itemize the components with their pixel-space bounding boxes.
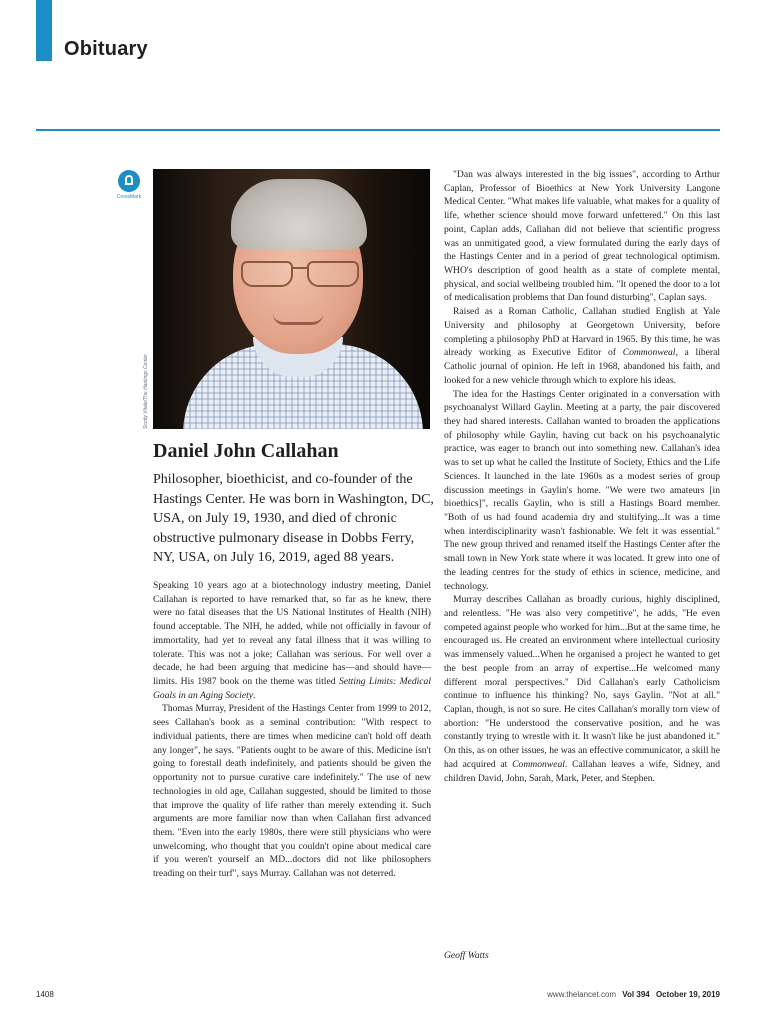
journal-title: Commonweal [622, 347, 676, 359]
right-paragraph-4: Murray describes Callahan as broadly curious, highly disciplined, and relentless. "He was also very competitive", he adds, "He even competed against people who worked for him...But at the same time, he encouraged us. He created an environment where intellectual curiosity was immensely valued...When he organised a project he wanted to get the best people from an array of expertise...He welcomed many different moral perspectives." Did Callahan's early Catholicism continue to influence his thinking? No, says Gaylin. "Not at all." Caplan, though, is not so sure. He cites Callahan's morally torn view of abortion: "He understood the conservative position, and he was constantly trying to wrestle with it. It wasn't like he just abandoned it." On this, as on other issues, he was an effective communicator, a skill he had acquired at Commonweal. Callahan leaves a wife, Sidney, and children David, John, Sarah, Mark, Peter, and Stephen. [444, 594, 721, 784]
left-paragraph-2: Thomas Murray, President of the Hastings Center from 1999 to 2012, sees Callahan's book as a seminal contribution: "With respect to individual patients, there are times when medicine can't hold off death any longer", he says. "Patients ought to be aware of this. Medicine isn't going to forestall death indefinitely, and patients should be given the opportunity not to pursue curative care indefinitely." The use of new technologies in old age, Callahan suggested, should be limited to those that improve the quality of life rather than merely extending it. Such arguments are more familiar now than when Callahan first advanced them. "Even into the early 1980s, there were still physicians who were unwelcoming, who thought that you couldn't opine about medical care if you weren't yourself an MD...doctors did not like philosophers treading on their turf", says Murray. Callahan was not deterred. [153, 703, 431, 880]
volume-label: Vol 394 [622, 990, 650, 999]
obituary-name: Daniel John Callahan [153, 440, 339, 462]
journal-title: Commonweal [512, 758, 565, 770]
header-rule [36, 129, 720, 131]
accent-bar [36, 0, 52, 61]
portrait-photo [153, 169, 430, 429]
section-title: Obituary [64, 38, 148, 60]
left-column [153, 579, 431, 881]
crossmark-badge[interactable] [116, 170, 142, 200]
right-paragraph-2: Raised as a Roman Catholic, Callahan studied English at Yale University and philosophy at Georgetown University, before completing a philosophy PhD at Harvard in 1965. By this time, he was already working as Executive Editor of Commonweal, a liberal Catholic journal of opinion. He left in 1968, abandoned his faith, and looked for a new vehicle through which to explore his ideas. [444, 306, 720, 386]
page-number: 1408 [36, 990, 54, 999]
author-byline: Geoff Watts [444, 950, 489, 961]
right-paragraph-1: "Dan was always interested in the big issues", according to Arthur Caplan, Professor of Bioethics at New York University Langone Medical Center. "What makes life valuable, what makes for a quality of life, whether science should move forward unfettered." On this last point, Caplan adds, Callahan did not believe that scientific progress was an unmitigated good, a view formulated during the early days of the Hastings Center and in a period of great technological optimism. WHO's description of good health as a state of complete mental, physical, and social wellbeing troubled him. "It opened the door to a lot of medicalisation problems that Dan found disturbing", Caplan says. [444, 169, 720, 304]
footer-citation [547, 990, 720, 999]
crossmark-label: CrossMark [116, 194, 142, 200]
photo-mouth [273, 314, 323, 325]
photo-credit: Scotty Vitale/The Hastings Center [143, 354, 149, 429]
photo-hair [231, 179, 367, 249]
photo-glasses [241, 261, 359, 285]
right-column [444, 168, 720, 785]
website-link[interactable]: www.thelancet.com [547, 990, 617, 999]
issue-date: October 19, 2019 [655, 990, 720, 999]
book-title: Setting Limits: Medical Goals in an Aging Society [153, 676, 431, 701]
obituary-summary: Philosopher, bioethicist, and co-founder of the Hastings Center. He was born in Washington, DC, USA, on July 19, 1930, and died of chronic obstructive pulmonary disease in Dobbs Ferry, NY, USA, on July 16, 2019, aged 88 years. [153, 472, 434, 566]
right-paragraph-3: The idea for the Hastings Center originated in a conversation with psychoanalyst Willard Gaylin. Meeting at a party, the pair discovered they had shared interests. Callahan wanted to broaden the applications of philosophy while Gaylin, having cut back on his psychoanalytic practice, was eager to branch out into something new. Callahan's idea was to set up what he called the Institute of Society, Ethics and the Life Sciences. It launched in the late 1960s as a modest series of group discussion meetings in Gaylin's home. "We were two amateurs [in bioethics]", recalls Gaylin, who is still a Hastings Board member. "Both of us had found academia dry and stultifying...It was a time when interdisciplinarity wasn't fashionable. We felt it was essential." The new group thrived and renamed itself the Hastings Center after the small town in New York state where it was located. It grew into one of the leading centres for the study of ethics in science, medicine, and technology. [444, 388, 720, 592]
left-paragraph-1: Speaking 10 years ago at a biotechnology industry meeting, Daniel Callahan is reported to have remarked that, so far as he knew, there were no fatal diseases that the US National Institutes of Health (NIH) found acceptable. The NIH, he added, while not officially in favour of immortality, had yet to reveal any fatal illness that it was willing to tolerate. This was not a joke; Callahan was serious. For well over a decade, he had been arguing that medicine has—and should have—limits. His 1987 book on the theme was titled Setting Limits: Medical Goals in an Aging Society. [153, 580, 431, 701]
crossmark-icon [118, 170, 140, 192]
